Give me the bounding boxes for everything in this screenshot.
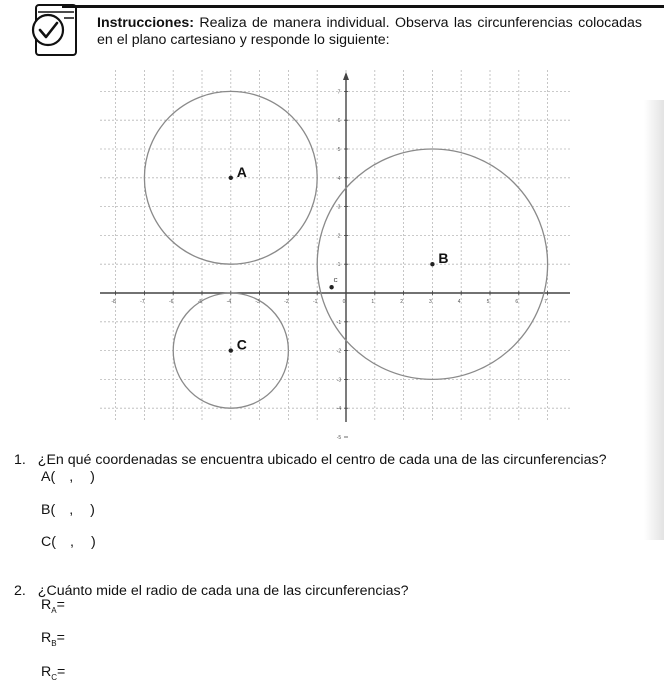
equals-sign: = <box>56 597 65 613</box>
x-tick-label: -6 <box>168 299 174 305</box>
question-1-text: ¿En qué coordenadas se encuentra ubicado el centro de cada una de las circunferencias? <box>37 452 607 468</box>
x-tick-label: 7 <box>544 299 547 305</box>
x-tick-label: 5 <box>486 299 490 305</box>
answer-a-coords <box>41 469 95 486</box>
equals-sign: = <box>57 664 66 680</box>
center-label-a: A <box>236 163 247 180</box>
page-edge-shadow <box>644 100 664 540</box>
x-tick-label: -4 <box>226 299 232 305</box>
header-rule <box>62 5 664 8</box>
center-point-c <box>229 348 233 352</box>
question-2-text: ¿Cuánto mide el radio de cada una de las circunferencias? <box>37 583 409 599</box>
radius-letter: R <box>41 630 52 646</box>
close-paren: ) <box>90 469 95 485</box>
x-tick-label: 0 <box>342 299 346 305</box>
equals-sign: = <box>56 630 65 646</box>
radius-subscript: C <box>51 673 58 682</box>
question-1-number: 1. <box>14 452 26 468</box>
y-tick-label: 2 <box>337 233 341 240</box>
x-tick-label: 2 <box>400 299 403 305</box>
radius-subscript: A <box>51 606 57 615</box>
radius-c <box>41 664 65 682</box>
point-label-c: C <box>333 278 338 285</box>
y-tick-label: -5 <box>336 435 342 441</box>
x-tick-label: 3 <box>429 299 432 305</box>
question-2 <box>14 583 408 600</box>
question-2-number: 2. <box>14 583 26 599</box>
center-point-a <box>229 176 233 180</box>
answer-a-label: A( <box>41 469 56 485</box>
y-tick-label: 1 <box>337 262 341 269</box>
radius-subscript: B <box>51 639 57 648</box>
y-tick-label: -1 <box>336 319 342 326</box>
radius-letter: R <box>41 664 52 680</box>
y-tick-label: 6 <box>337 118 341 125</box>
x-tick-label: 6 <box>515 299 519 305</box>
y-tick-label: 3 <box>337 204 341 211</box>
x-tick-label: -1 <box>312 299 318 305</box>
checkmark-badge-icon <box>24 2 84 58</box>
answer-b-coords <box>41 502 95 519</box>
radius-letter: R <box>41 597 52 613</box>
x-tick-label: -3 <box>255 299 260 305</box>
y-tick-label: 7 <box>337 89 341 96</box>
center-point-b <box>430 262 434 266</box>
close-paren: ) <box>90 534 96 550</box>
center-label-b: B <box>438 250 449 267</box>
answer-b-label: B( <box>41 502 56 518</box>
close-paren: ) <box>90 502 95 518</box>
x-tick-label: 4 <box>457 299 461 305</box>
radius-a <box>41 597 65 615</box>
answer-c-label: C( <box>41 534 56 550</box>
comma: , <box>69 502 74 518</box>
answer-c-coords <box>41 534 96 551</box>
x-tick-label: -8 <box>111 299 116 305</box>
y-tick-label: -2 <box>336 348 342 355</box>
y-tick-label: 4 <box>337 175 341 182</box>
x-tick-label: -2 <box>284 299 289 305</box>
instructions-text <box>97 15 642 49</box>
cartesian-plane <box>100 70 570 441</box>
question-1 <box>14 452 606 469</box>
y-axis-arrow <box>343 72 349 80</box>
y-tick-label: -4 <box>336 406 342 413</box>
x-tick-label: -7 <box>140 299 145 305</box>
y-tick-label: 5 <box>337 147 341 153</box>
x-tick-label: 1 <box>371 299 375 305</box>
point-c <box>329 285 333 289</box>
comma: , <box>69 469 74 485</box>
y-tick-label: -3 <box>336 377 342 384</box>
comma: , <box>69 534 74 550</box>
instructions-label: Instrucciones: <box>97 15 194 31</box>
x-tick-label: -5 <box>197 299 203 305</box>
instructions-body: Realiza de manera individual. Observa las circunferencias colocadas en el plano cartesiano y responde lo siguiente: <box>97 15 642 48</box>
center-label-c: C <box>236 336 247 353</box>
radius-b <box>41 630 65 648</box>
